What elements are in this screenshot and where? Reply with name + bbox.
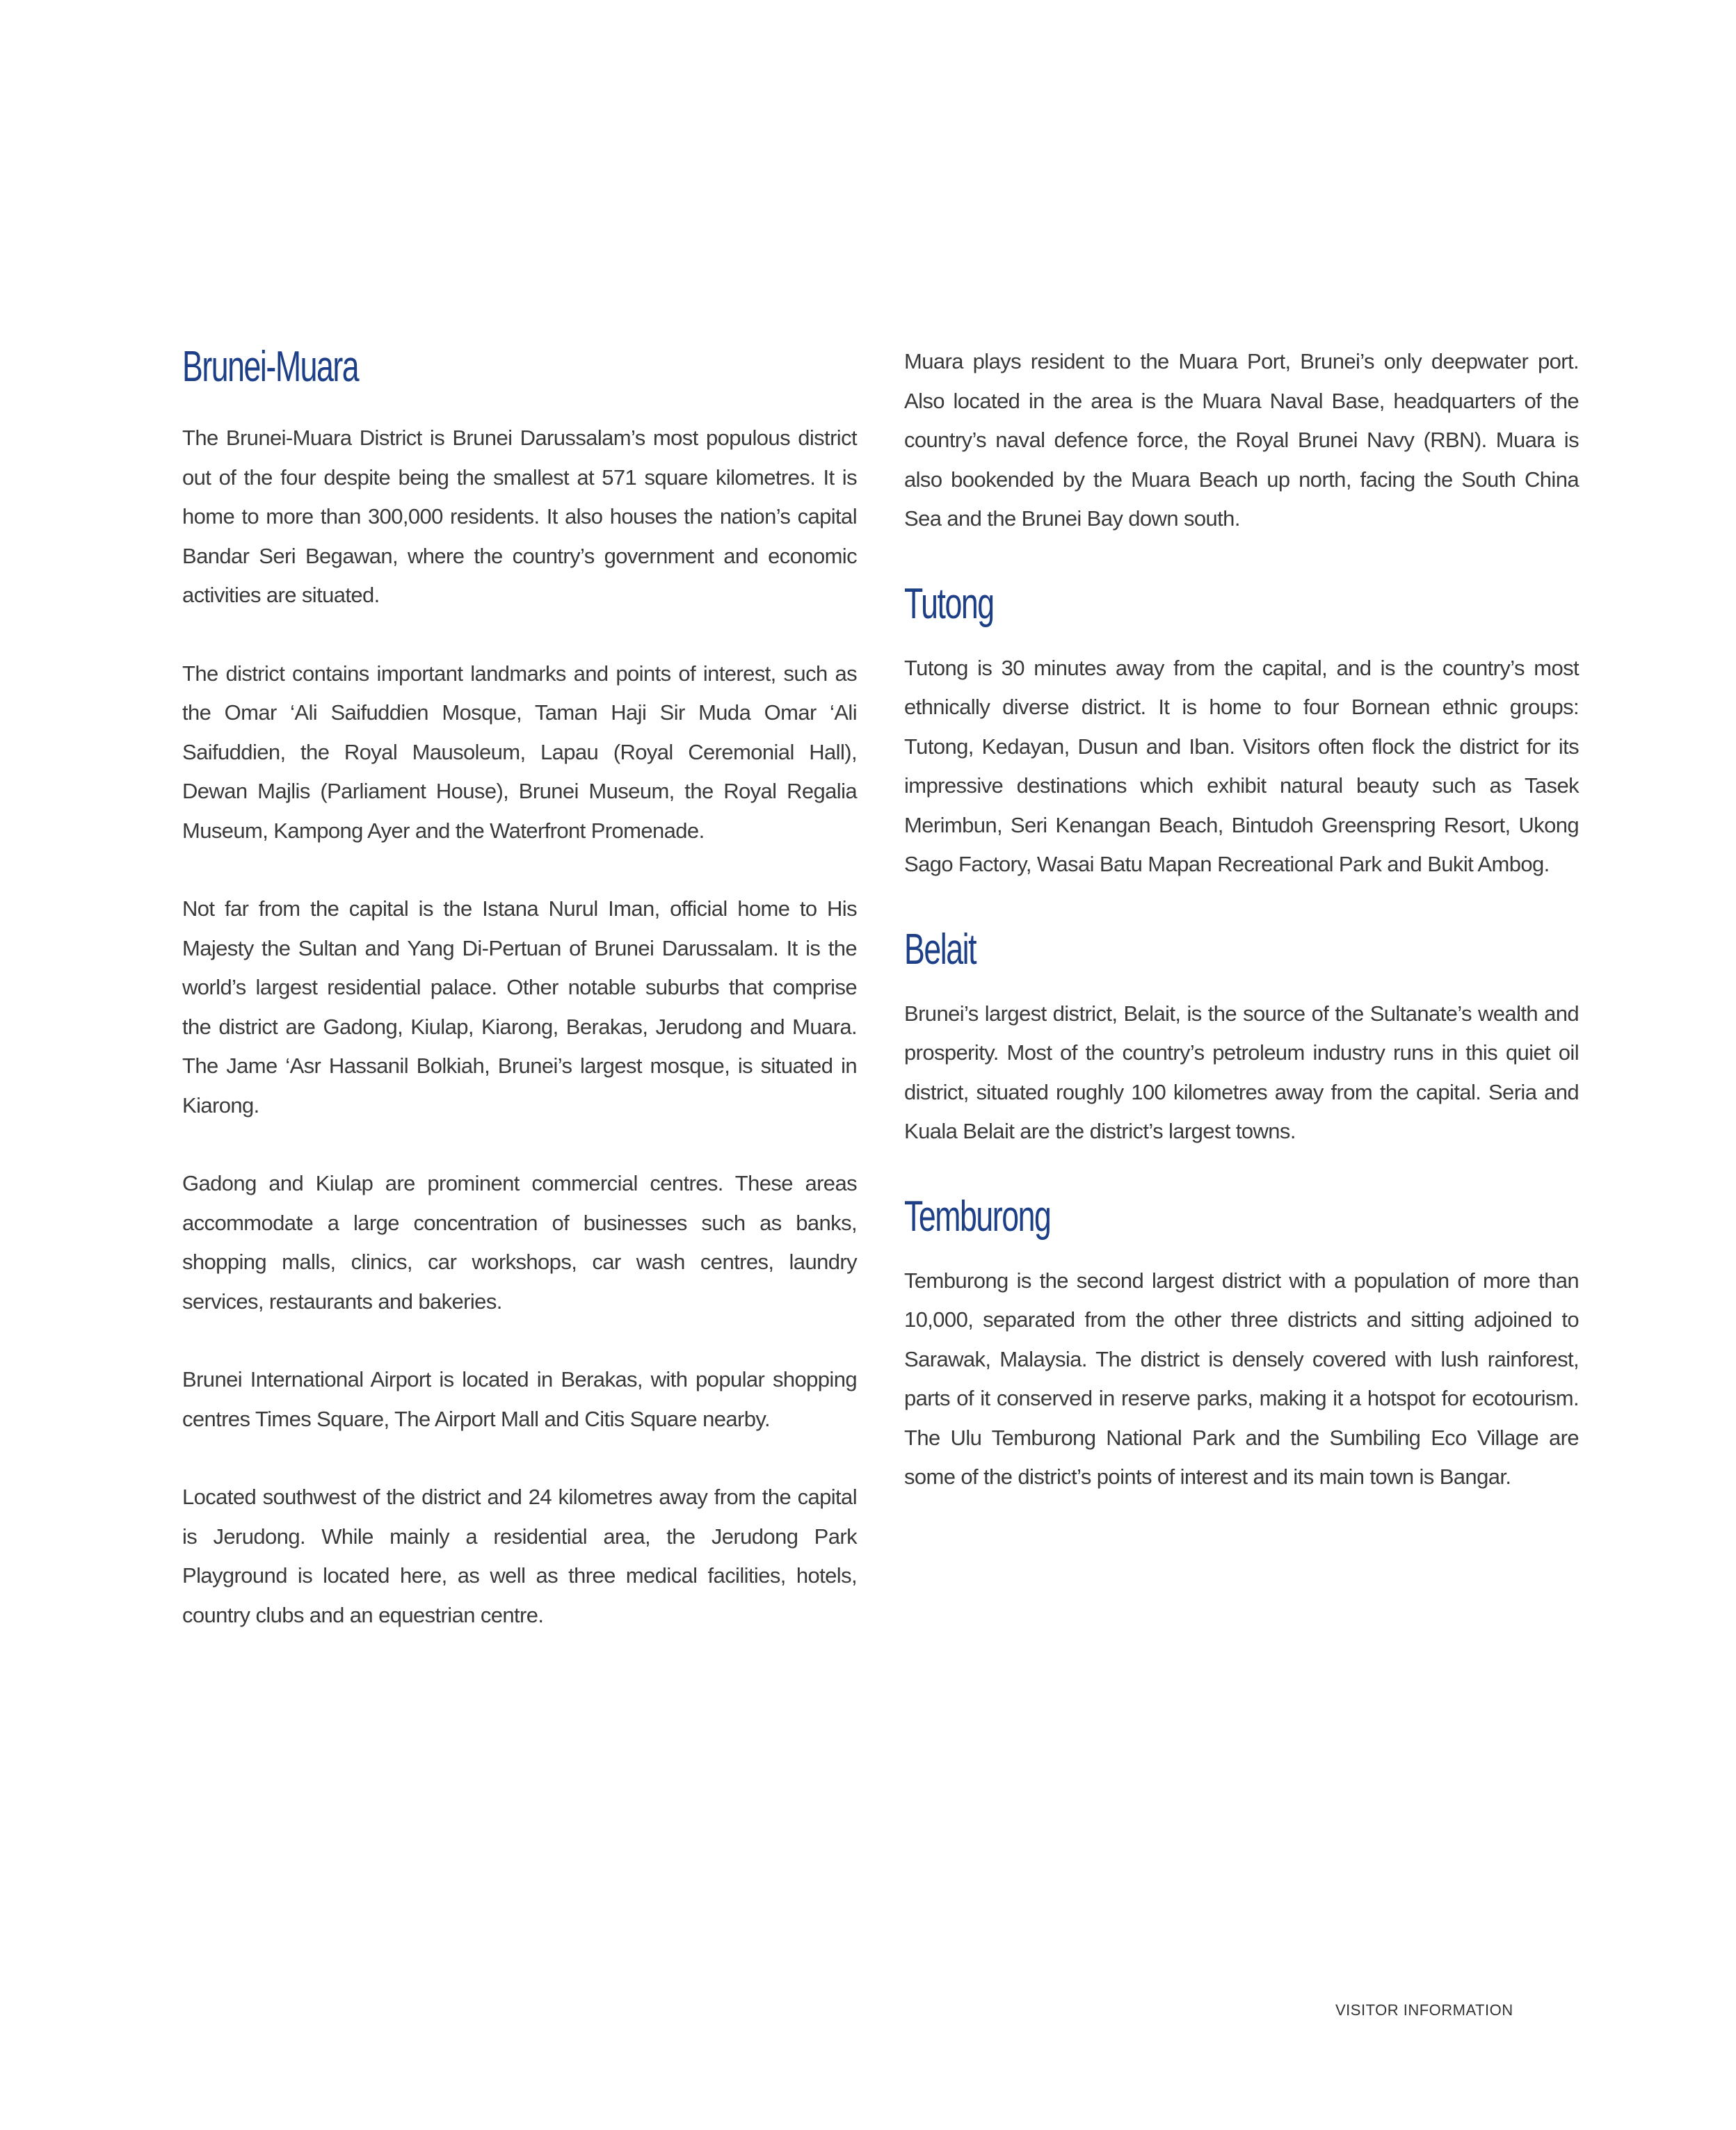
paragraph-airport: Brunei International Airport is located in Berakas, with popular shopping centres Times Square, The Airport Mall and Citis Square nearby. bbox=[182, 1367, 857, 1431]
heading-belait: Belait bbox=[904, 925, 976, 974]
paragraph-jerudong: Located southwest of the district and 24 kilometres away from the capital is Jerudong. While mainly a residential area, the Jerudong Park Playground is located here, as well as three medical facilities, hotels, country clubs and an equestrian centre. bbox=[182, 1485, 857, 1627]
paragraph-istana-nurul-iman: Not far from the capital is the Istana Nurul Iman, official home to His Majesty the Sultan and Yang Di-Pertuan of Brunei Darussalam. It is the world’s largest residential palace. Other notable suburbs that comprise the district are Gadong, Kiulap, Kiarong, Berakas, Jerudong and Muara. The Jame ‘Asr Hassanil Bolkiah, Brunei’s largest mosque, is situated in Kiarong. bbox=[182, 896, 857, 1118]
paragraph-gadong-kiulap: Gadong and Kiulap are prominent commercial centres. These areas accommodate a large concentration of businesses such as banks, shopping malls, clinics, car workshops, car wash centres, laundry services, restaurants and bakeries. bbox=[182, 1171, 857, 1314]
heading-brunei-muara: Brunei-Muara bbox=[182, 343, 359, 391]
paragraph-temburong: Temburong is the second largest district with a population of more than 10,000, separated from the other three districts and sitting adjoined to Sarawak, Malaysia. The district is densely covered with lush rainforest, parts of it conserved in reserve parks, making it a hotspot for ecotourism. The Ulu Temburong National Park and the Sumbiling Eco Village are some of the district’s points of interest and its main town is Bangar. bbox=[904, 1268, 1579, 1489]
paragraph-brunei-muara-overview: The Brunei-Muara District is Brunei Darussalam’s most populous district out of the four despite being the smallest at 571 square kilometres. It is home to more than 300,000 residents. It also houses the nation’s capital Bandar Seri Begawan, where the country’s government and economic activities are situated. bbox=[182, 426, 857, 607]
paragraph-muara-port: Muara plays resident to the Muara Port, Brunei’s only deepwater port. Also located in the area is the Muara Naval Base, headquarters of the country’s naval defence force, the Royal Brunei Navy (RBN). Muara is also bookended by the Muara Beach up north, facing the South China Sea and the Brunei Bay down south. bbox=[904, 349, 1579, 531]
heading-temburong: Temburong bbox=[904, 1192, 1051, 1241]
right-column bbox=[904, 342, 1579, 1497]
paragraph-landmarks: The district contains important landmarks and points of interest, such as the Omar ‘Ali Saifuddien Mosque, Taman Haji Sir Muda Omar ‘Ali Saifuddien, the Royal Mausoleum, Lapau (Royal Ceremonial Hall), Dewan Majlis (Parliament House), Brunei Museum, the Royal Regalia Museum, Kampong Ayer and the Waterfront Promenade. bbox=[182, 661, 857, 843]
footer-section-label: VISITOR INFORMATION bbox=[1335, 2001, 1513, 2019]
left-column bbox=[182, 342, 857, 1635]
paragraph-belait: Brunei’s largest district, Belait, is the source of the Sultanate’s wealth and prosperity. Most of the country’s petroleum industry runs in this quiet oil district, situated roughly 100 kilometres away from the capital. Seria and Kuala Belait are the district’s largest towns. bbox=[904, 1001, 1579, 1143]
heading-tutong: Tutong bbox=[904, 579, 994, 628]
paragraph-tutong: Tutong is 30 minutes away from the capital, and is the country’s most ethnically diverse district. It is home to four Bornean ethnic groups: Tutong, Kedayan, Dusun and Iban. Visitors often flock the district for its impressive destinations which exhibit natural beauty such as Tasek Merimbun, Seri Kenangan Beach, Bintudoh Greenspring Resort, Ukong Sago Factory, Wasai Batu Mapan Recreational Park and Bukit Ambog. bbox=[904, 655, 1579, 876]
